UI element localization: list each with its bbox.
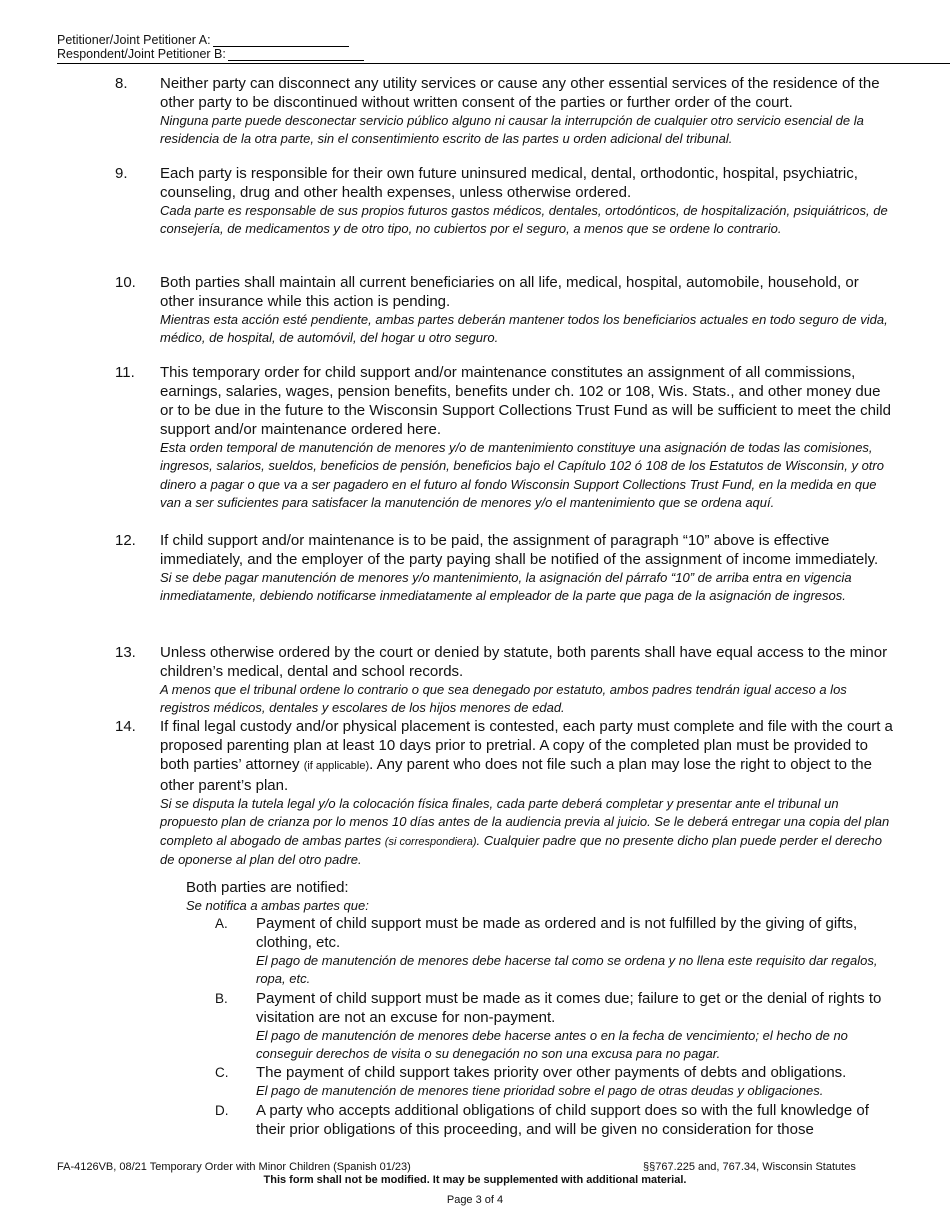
item-number: 12. bbox=[115, 532, 136, 549]
petitioner-blank bbox=[213, 34, 349, 47]
subitem-letter: A. bbox=[215, 916, 228, 931]
item-number: 8. bbox=[115, 75, 128, 92]
form-id: FA-4126VB, 08/21 Temporary Order with Minor Children (Spanish 01/23) bbox=[57, 1161, 411, 1173]
modification-notice: This form shall not be modified. It may be supplemented with additional material. bbox=[263, 1174, 687, 1186]
item-11 bbox=[115, 363, 895, 512]
item-8 bbox=[115, 74, 895, 149]
item-text-en: Unless otherwise ordered by the court or denied by statute, both parents shall have equal access to the minor children’s medical, dental and school records. bbox=[160, 644, 888, 680]
item-text-es: Si se disputa la tutela legal y/o la colocación física finales, cada parte deberá completar y presentar ante el tribunal un propuesto plan de crianza por lo menos 10 días antes de la audiencia previa al juicio. Se le deberá entregar una copia del plan completo al abogado de ambas partes (si correspondiera). Cualquier padre que no presente dicho plan puede perder el derecho de oponerse al plan del otro padre. bbox=[160, 796, 890, 867]
subitem-text-es: El pago de manutención de menores tiene prioridad sobre el pago de otras deudas y obligaciones. bbox=[256, 1083, 824, 1098]
item-text-en: If child support and/or maintenance is to be paid, the assignment of paragraph “10” above is effective immediately, and the employer of the party paying shall be notified of the assignment of income immediately. bbox=[160, 532, 879, 568]
subitem-text-es: El pago de manutención de menores debe hacerse antes o en la fecha de vencimiento; el hecho de no conseguir derechos de visita o su denegación no son una excusa para no pagar. bbox=[256, 1028, 848, 1062]
notice-heading bbox=[186, 878, 896, 915]
subitem-c bbox=[215, 1063, 895, 1100]
item-10 bbox=[115, 273, 895, 348]
subitem-a bbox=[215, 914, 895, 989]
petitioner-line bbox=[57, 33, 349, 47]
item-number: 9. bbox=[115, 165, 128, 182]
item-9 bbox=[115, 164, 895, 239]
item-text-en: Each party is responsible for their own future uninsured medical, dental, orthodontic, hospital, psychiatric, counseling, drug and other health expenses, unless otherwise ordered. bbox=[160, 165, 858, 201]
subitem-text-en: Payment of child support must be made as it comes due; failure to get or the denial of rights to visitation are not an excuse for non-payment. bbox=[256, 990, 882, 1026]
if-applicable-note: (if applicable) bbox=[303, 760, 370, 772]
respondent-line bbox=[57, 47, 364, 61]
subitem-b bbox=[215, 989, 895, 1064]
subitem-text-en: A party who accepts additional obligations of child support does so with the full knowledge of their prior obligations of this proceeding, and will be given no consideration for those bbox=[256, 1102, 869, 1138]
statutes-reference: §§767.225 and, 767.34, Wisconsin Statutes bbox=[643, 1161, 856, 1173]
item-text-en: Neither party can disconnect any utility services or cause any other essential services of the residence of the other party to be discontinued without written consent of the parties or further order of the court. bbox=[160, 75, 880, 111]
item-text-es: Cada parte es responsable de sus propios futuros gastos médicos, dentales, ortodónticos, de hospitalización, psiquiátricos, de consejería, de medicamentos y de otro tipo, no cubiertos por el seguro, a menos que se ordene lo contrario. bbox=[160, 203, 888, 237]
item-number: 14. bbox=[115, 718, 136, 735]
item-text-es: Si se debe pagar manutención de menores y/o mantenimiento, la asignación del párrafo “10” de arriba entra en vigencia inmediatamente, debiendo notificarse inmediatamente al empleador de la parte que paga de la asignación de ingresos. bbox=[160, 570, 852, 604]
subitem-letter: B. bbox=[215, 991, 228, 1006]
respondent-blank bbox=[228, 48, 364, 61]
item-text-en: Both parties shall maintain all current beneficiaries on all life, medical, hospital, automobile, household, or other insurance while this action is pending. bbox=[160, 274, 859, 310]
respondent-label: Respondent/Joint Petitioner B: bbox=[57, 47, 226, 61]
item-number: 13. bbox=[115, 644, 136, 661]
subitem-text-en: The payment of child support takes priority over other payments of debts and obligations. bbox=[256, 1064, 847, 1081]
item-12 bbox=[115, 531, 895, 606]
header-divider bbox=[57, 63, 950, 64]
item-text-es: Esta orden temporal de manutención de menores y/o de mantenimiento constituye una asignación de todas las comisiones, ingresos, salarios, sueldos, beneficios de pensión, beneficios bajo el Capítulo 102 ó 108 de los Estatutos de Wisconsin, y otro dinero a pagar o que va a ser pagadero en el futuro al fondo Wisconsin Support Collections Trust Fund, en la medida en que van a ser suficientes para satisfacer la manutención de menores y/o el mantenimiento que se ordena aquí. bbox=[160, 440, 884, 510]
subitem-text-en: Payment of child support must be made as ordered and is not fulfilled by the giving of gifts, clothing, etc. bbox=[256, 915, 858, 951]
si-correspondiera-note: (si correspondiera) bbox=[384, 835, 477, 848]
item-text-en: If final legal custody and/or physical placement is contested, each party must complete and file with the court a proposed parenting plan at least 10 days prior to pretrial. A copy of the completed plan must be provided to both parties’ attorney (if applicable). Any parent who does not file such a plan may lose the right to object to the other parent’s plan. bbox=[160, 718, 893, 794]
subitem-letter: D. bbox=[215, 1103, 229, 1118]
item-14 bbox=[115, 717, 895, 869]
page-number: Page 3 of 4 bbox=[446, 1194, 504, 1206]
subitem-d bbox=[215, 1101, 895, 1139]
item-number: 11. bbox=[115, 364, 135, 381]
item-text-en: This temporary order for child support and/or maintenance constitutes an assignment of all commissions, earnings, salaries, wages, pension benefits, benefits under ch. 102 or 108, Wis. Stats., and other money due or to be due in the future to the Wisconsin Support Collections Trust Fund as will be sufficient to meet the child support and/or maintenance ordered here. bbox=[160, 364, 891, 438]
subitem-letter: C. bbox=[215, 1065, 229, 1080]
item-number: 10. bbox=[115, 274, 136, 291]
item-text-es: Mientras esta acción esté pendiente, ambas partes deberán mantener todos los beneficiarios actuales en todo seguro de vida, médico, de hospital, de automóvil, del hogar u otro seguro. bbox=[160, 312, 888, 346]
item-text-es: Ninguna parte puede desconectar servicio público alguno ni causar la interrupción de cualquier otro servicio esencial de la residencia de la otra parte, sin el consentimiento escrito de las partes u orden adicional del tribunal. bbox=[160, 113, 864, 147]
subitem-text-es: El pago de manutención de menores debe hacerse tal como se ordena y no llena este requisito dar regalos, ropa, etc. bbox=[256, 953, 878, 987]
petitioner-label: Petitioner/Joint Petitioner A: bbox=[57, 33, 211, 47]
item-text-es: A menos que el tribunal ordene lo contrario o que sea denegado por estatuto, ambos padres tendrán igual acceso a los registros médicos, dentales y escolares de los hijos menores de edad. bbox=[160, 682, 847, 716]
notice-es: Se notifica a ambas partes que: bbox=[186, 898, 369, 913]
notice-en: Both parties are notified: bbox=[186, 879, 349, 896]
item-13 bbox=[115, 643, 895, 718]
